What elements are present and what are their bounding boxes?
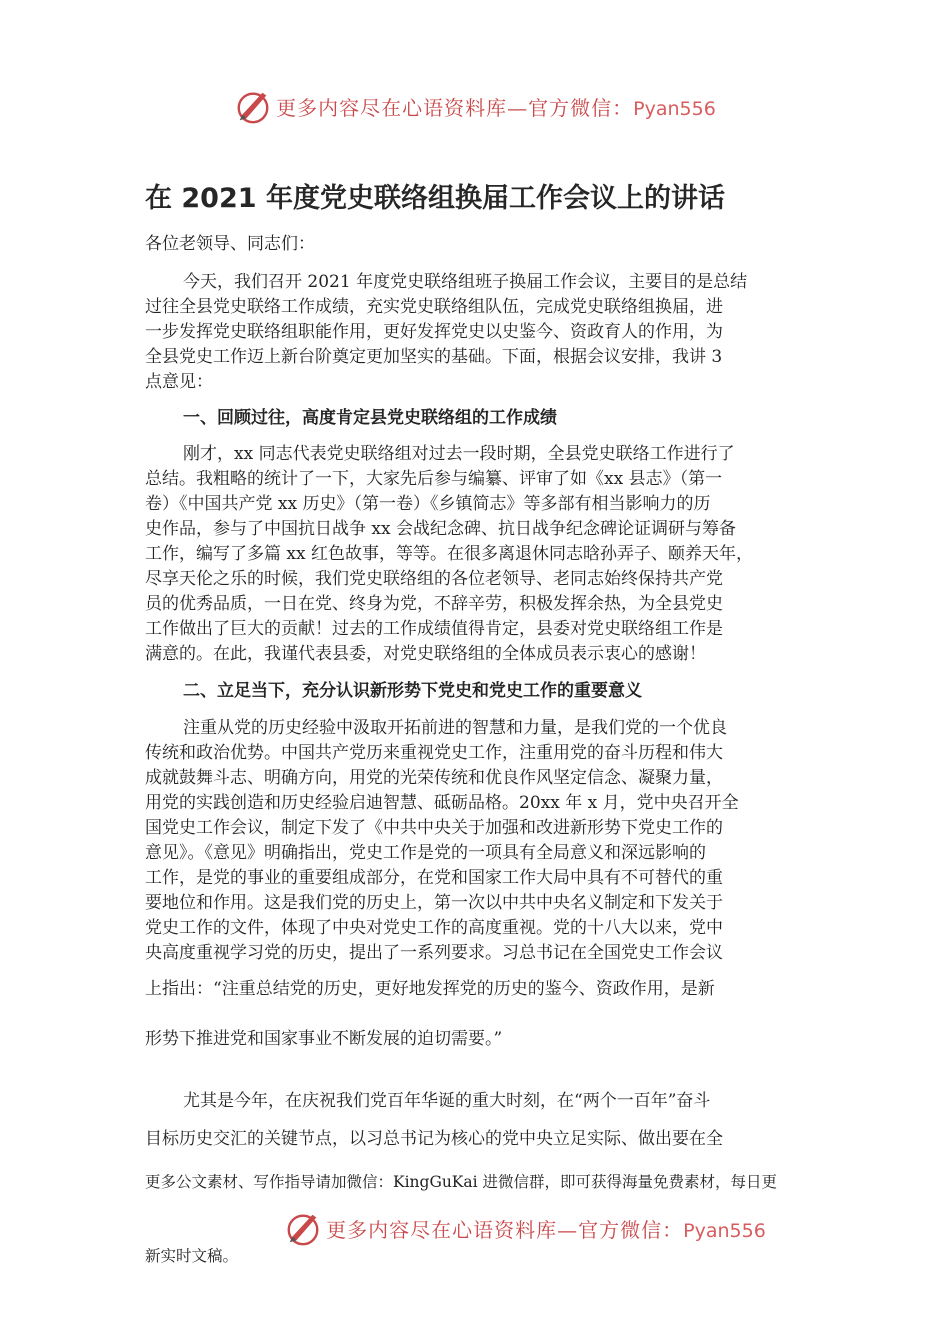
paragraph-line: 注重从党的历史经验中汲取开拓前进的智慧和力量，是我们党的一个优良 [183, 718, 727, 738]
watermark-text: 更多内容尽在心语资料库—官方微信：Pyan556 [276, 95, 716, 120]
paragraph-line: 总结。我粗略的统计了一下，大家先后参与编纂、评审了如《xx 县志》（第一 [145, 469, 723, 489]
paragraph-line: 史作品，参与了中国抗日战争 xx 会战纪念碑、抗日战争纪念碑论证调研与筹备 [145, 519, 736, 539]
salutation: 各位老领导、同志们： [145, 234, 315, 254]
paragraph-line: 用党的实践创造和历史经验启迪智慧、砥砺品格。20xx 年 x 月，党中央召开全 [145, 793, 739, 813]
footer-note-end: 新实时文稿。 [145, 1247, 239, 1265]
paragraph-line: 党史工作的文件，体现了中央对党史工作的高度重视。党的十八大以来，党中 [145, 918, 723, 938]
paragraph-line: 满意的。在此，我谨代表县委，对党史联络组的全体成员表示衷心的感谢！ [145, 644, 706, 664]
paragraph-line: 央高度重视学习党的历史，提出了一系列要求。习总书记在全国党史工作会议 [145, 943, 723, 963]
watermark-text: 更多内容尽在心语资料库—官方微信：Pyan556 [326, 1217, 766, 1242]
footer-note: 更多公文素材、写作指导请加微信：KingGuKai 进微信群，即可获得海量免费素材，每日更 [145, 1173, 778, 1191]
pen-logo-icon [234, 87, 272, 125]
paragraph-line: 目标历史交汇的关键节点，以习总书记为核心的党中央立足实际、做出要在全 [145, 1129, 723, 1149]
paragraph-line: 国党史工作会议，制定下发了《中共中央关于加强和改进新形势下党史工作的 [145, 818, 723, 838]
quote-line: 形势下推进党和国家事业不断发展的迫切需要。” [145, 1029, 503, 1049]
paragraph-line: 工作，是党的事业的重要组成部分，在党和国家工作大局中具有不可替代的重 [145, 868, 723, 888]
paragraph-line: 一步发挥党史联络组职能作用，更好发挥党史以史鉴今、资政育人的作用，为 [145, 322, 723, 342]
paragraph-line: 要地位和作用。这是我们党的历史上，第一次以中共中央名义制定和下发关于 [145, 893, 723, 913]
quote-line: 上指出：“注重总结党的历史，更好地发挥党的历史的鉴今、资政作用，是新 [145, 979, 715, 999]
paragraph-line: 尽享天伦之乐的时候，我们党史联络组的各位老领导、老同志始终保持共产党 [145, 569, 723, 589]
paragraph-line: 员的优秀品质，一日在党、终身为党，不辞辛劳，积极发挥余热，为全县党史 [145, 594, 723, 614]
paragraph-line: 过往全县党史联络工作成绩，充实党史联络组队伍，完成党史联络组换届，进 [145, 297, 723, 317]
paragraph-line: 今天，我们召开 2021 年度党史联络组班子换届工作会议，主要目的是总结 [183, 272, 748, 292]
watermark-banner-top [0, 84, 950, 128]
paragraph-line: 意见》。《意见》明确指出，党史工作是党的一项具有全局意义和深远影响的 [145, 843, 706, 863]
page-title: 在 2021 年度党史联络组换届工作会议上的讲话 [145, 183, 725, 214]
paragraph-line: 工作做出了巨大的贡献！过去的工作成绩值得肯定，县委对党史联络组工作是 [145, 619, 723, 639]
paragraph-line: 全县党史工作迈上新台阶奠定更加坚实的基础。下面，根据会议安排，我讲 3 [145, 347, 723, 367]
paragraph-line: 刚才，xx 同志代表党史联络组对过去一段时期，全县党史联络工作进行了 [183, 444, 735, 464]
section-heading-2: 二、立足当下，充分认识新形势下党史和党史工作的重要意义 [183, 681, 642, 701]
paragraph-line: 尤其是今年，在庆祝我们党百年华诞的重大时刻，在“两个一百年”奋斗 [183, 1091, 711, 1111]
paragraph-line: 传统和政治优势。中国共产党历来重视党史工作，注重用党的奋斗历程和伟大 [145, 743, 723, 763]
paragraph-line: 工作，编写了多篇 xx 红色故事，等等。在很多离退休同志晗孙弄子、颐养天年， [145, 544, 753, 564]
paragraph-line: 卷）《中国共产党 xx 历史》（第一卷）《乡镇简志》等多部有相当影响力的历 [145, 494, 711, 514]
section-heading-1: 一、回顾过往，高度肯定县党史联络组的工作成绩 [183, 408, 557, 428]
paragraph-line: 成就鼓舞斗志、明确方向，用党的光荣传统和优良作风坚定信念、凝聚力量， [145, 768, 723, 788]
pen-logo-icon [284, 1209, 322, 1247]
paragraph-line: 点意见： [145, 372, 213, 392]
